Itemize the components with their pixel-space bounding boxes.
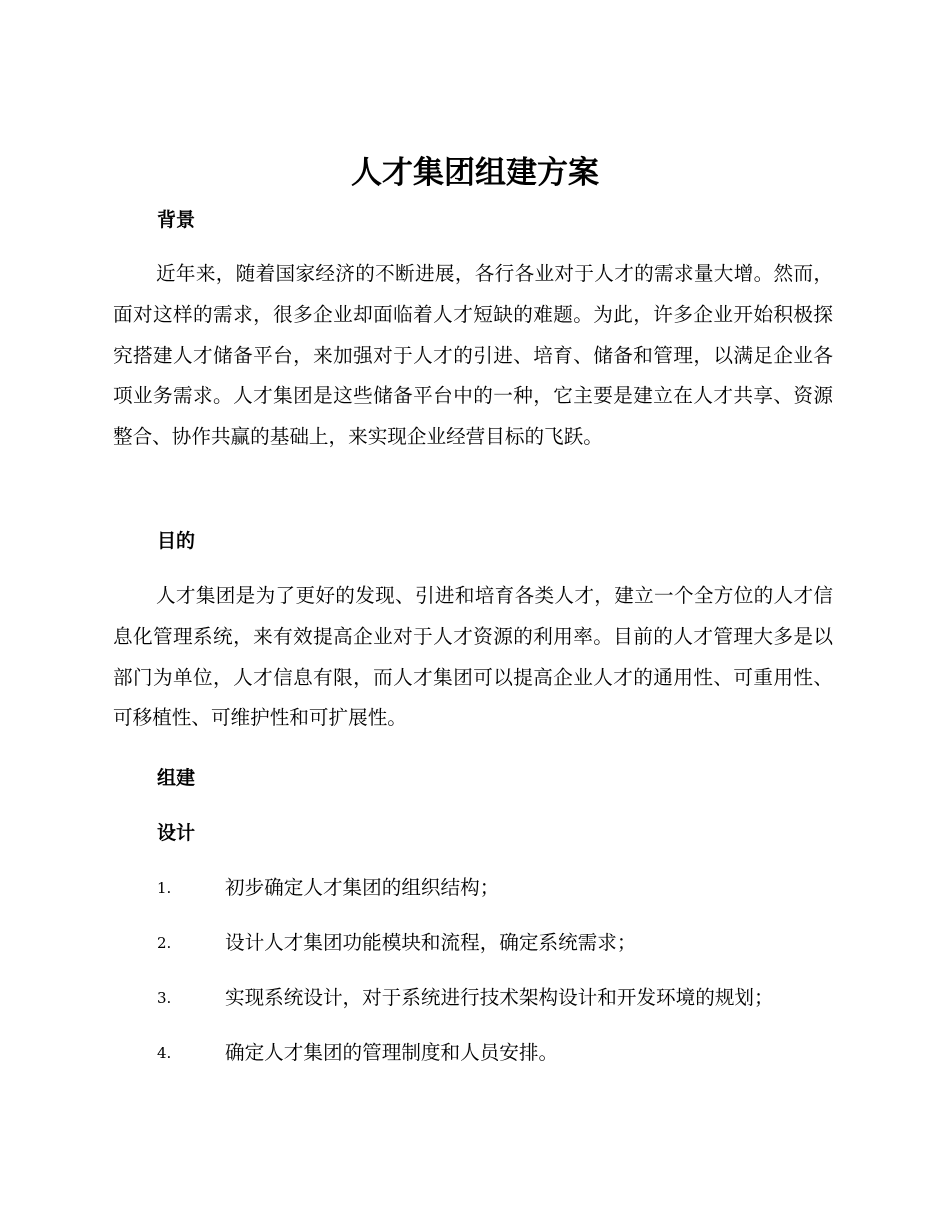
- paragraph-background: 近年来，随着国家经济的不断进展，各行各业对于人才的需求量大增。然而，面对这样的需求，很多企业却面临着人才短缺的难题。为此，许多企业开始积极探究搭建人才储备平台，来加强对于人才的引进、培育、储备和管理，以满足企业各项业务需求。人才集团是这些储备平台中的一种，它主要是建立在人才共享、资源整合、协作共赢的基础上，来实现企业经营目标的飞跃。: [113, 262, 833, 449]
- heading-design: 设计: [157, 822, 196, 844]
- document-title: 人才集团组建方案: [351, 155, 599, 191]
- list-number: 1.: [157, 879, 172, 897]
- heading-background: 背景: [157, 209, 196, 231]
- list-text: 实现系统设计，对于系统进行技术架构设计和开发环境的规划；: [225, 986, 774, 1009]
- list-number: 3.: [157, 989, 172, 1007]
- list-text: 设计人才集团功能模块和流程，确定系统需求；: [225, 931, 637, 954]
- heading-purpose: 目的: [157, 530, 196, 552]
- list-text: 确定人才集团的管理制度和人员安排。: [225, 1041, 559, 1064]
- heading-build: 组建: [157, 767, 196, 789]
- list-number: 2.: [157, 934, 172, 952]
- list-number: 4.: [157, 1044, 172, 1062]
- paragraph-purpose: 人才集团是为了更好的发现、引进和培育各类人才，建立一个全方位的人才信息化管理系统，来有效提高企业对于人才资源的利用率。目前的人才管理大多是以部门为单位，人才信息有限，而人才集团可以提高企业人才的通用性、可重用性、可移植性、可维护性和可扩展性。: [113, 584, 833, 730]
- list-text: 初步确定人才集团的组织结构；: [225, 876, 500, 899]
